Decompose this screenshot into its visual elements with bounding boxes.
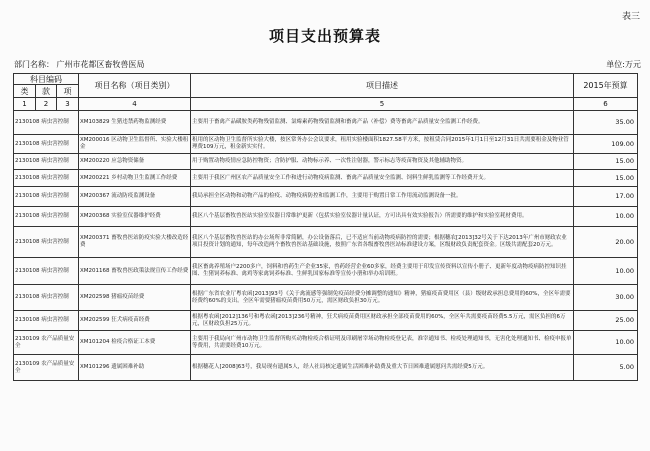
header-project-desc: 项目描述 <box>191 74 574 98</box>
table-row <box>14 154 638 170</box>
page-title: 项目支出预算表 <box>268 27 381 45</box>
row-subject-code: 2130109 农产品质量安全 <box>14 355 79 381</box>
row-project-desc: 我局承担全区动物和动物产品的检疫、动物疫病防控和监测工作，主要用于购置日常工作用流动监测设备一批。 <box>191 187 574 207</box>
row-project-desc: 我区畜禽养殖场户2200多户，饲料和兽药生产企业35家，兽药经营企业60多家，经费主要用于印发宣传资料以宣传小册子、更新年度动物疫病防控知识挂图、生猪饲养标准、禽鸡等家禽饲养标准、生鲜乳国家标准等宣传小册和举办培训班。 <box>191 258 574 285</box>
department-name: 部门名称： 广州市花都区畜牧兽医局 <box>14 60 145 69</box>
row-project-desc: 主要用于畜禽产品磺胺类药物残留监测、氯霉素药物残留监测和畜禽产品（补偿）费等畜禽产品质量安全监测工作经费。 <box>191 111 574 135</box>
row-project-desc: 用于购置动物疫情应急防控物资；含防护服、动物标示养、一次性注射器，警示标志等疫苗物资及其他辅助物资。 <box>191 154 574 170</box>
row-project-desc: 根据广东省农业厅粤农函[2013]93号《关于禽流感等强制免疫苗经费分摊调整的通知》精神，猪瘟疫苗费用区（县）级财政承担总费用的60%，全区年需要经费约60%的支出。全区年需要猪瘟疫苗费用50万元，需区财政负担30万元。 <box>191 285 574 311</box>
table-row <box>14 355 638 381</box>
row-budget-amount: 109.00 <box>574 135 638 154</box>
row-budget-amount: 10.00 <box>574 331 638 355</box>
row-subject-code: 2130109 农产品质量安全 <box>14 331 79 355</box>
header-num: 6 <box>574 98 638 111</box>
row-subject-code: 2130108 病虫害控制 <box>14 135 79 154</box>
table-row <box>14 207 638 227</box>
row-project-name: XM202599 狂犬病疫苗经费 <box>79 311 191 331</box>
table-row <box>14 331 638 355</box>
row-project-name: XM201168 畜牧兽医政策法规宣传工作经费 <box>79 258 191 285</box>
unit-label: 单位:万元 <box>606 60 641 69</box>
table-number-label: 表三 <box>621 12 640 22</box>
table-row <box>14 285 638 311</box>
row-budget-amount: 20.00 <box>574 227 638 258</box>
row-budget-amount: 15.00 <box>574 154 638 170</box>
row-project-desc: 主要用于我区广州区农产品质量安全工作和进行动物疫病监测、畜禽产品质量安全监测、饲料生鲜乳监测等工作经费开支。 <box>191 170 574 187</box>
header-row-numbers <box>14 98 638 111</box>
header-project-name: 项目名称（项目类别） <box>79 74 191 98</box>
header-lei: 类 <box>14 85 36 98</box>
header-num: 4 <box>79 98 191 111</box>
row-project-desc: 主要用于我局向广州市动物卫生监督所购买动物检疫合格证明及印刷屠宰场动物检疫登记表，准宰通知书、检疫处理通知书，无害化处理通知书、检疫申报单等费用，共需要经费10万元。 <box>191 331 574 355</box>
row-subject-code: 2130108 病虫害控制 <box>14 111 79 135</box>
header-budget: 2015年预算 <box>574 74 638 98</box>
header-num: 3 <box>57 98 79 111</box>
budget-table <box>13 73 638 381</box>
row-project-desc: 根据粤农函[2012]136号和粤农函[2013]236号精神，狂犬病疫苗费用区财政承担全部疫苗费用的60%，全区年共需要疫苗经费5.5万元，需区负担的6万元，区财政负担25万元。 <box>191 311 574 331</box>
row-project-desc: 我区八个基层畜牧兽医站的办公场所非常简陋，办公设备落后，已不适应当前动物疫病防控的需要；根据穗农[2013]32号关于下达2013年广州市财政农业项目投资计划的通知，每年改造两个畜牧兽医站基础设施，按照广东省各级畜牧兽医站标准建设方案，区级财政负责配套资金。区级共需配套20万元。 <box>191 227 574 258</box>
row-project-name: XM200367 流动防疫监测设备 <box>79 187 191 207</box>
row-budget-amount: 10.00 <box>574 207 638 227</box>
row-project-desc: 租用的区动物卫生监督所实验大楼，按区常务办公会议要求，租用实验楼面积1827.58平方米，按租赁合同2015年1月1日至12月31日共需要租金及物业管理费109万元，租金新实实付。 <box>191 135 574 154</box>
row-project-name: XM101204 检疫合格证工本费 <box>79 331 191 355</box>
row-subject-code: 2130108 病虫害控制 <box>14 207 79 227</box>
row-subject-code: 2130108 病虫害控制 <box>14 170 79 187</box>
row-subject-code: 2130108 病虫害控制 <box>14 258 79 285</box>
row-project-name: XM103829 生猪违禁药物监测经费 <box>79 111 191 135</box>
row-subject-code: 2130108 病虫害控制 <box>14 227 79 258</box>
row-subject-code: 2130108 病虫害控制 <box>14 187 79 207</box>
table-row <box>14 187 638 207</box>
header-code-group: 科目编码 <box>14 74 79 85</box>
table-row <box>14 135 638 154</box>
header-num: 2 <box>36 98 57 111</box>
row-budget-amount: 10.00 <box>574 258 638 285</box>
row-project-name: XM200371 畜牧兽医站防疫实验大楼改造经费 <box>79 227 191 258</box>
header-num: 1 <box>14 98 36 111</box>
row-subject-code: 2130108 病虫害控制 <box>14 285 79 311</box>
table-row <box>14 227 638 258</box>
row-project-name: XM200368 实验室仪器维护经费 <box>79 207 191 227</box>
row-budget-amount: 15.00 <box>574 170 638 187</box>
row-budget-amount: 17.00 <box>574 187 638 207</box>
row-budget-amount: 35.00 <box>574 111 638 135</box>
row-project-desc: 我区八个基层畜牧兽医站实验室仪器日常维护更新（包括实验室仪器计量认证，方可出具有效实验报告）所需要的维护和实验室耗材费用。 <box>191 207 574 227</box>
row-project-name: XM200220 应急物资储备 <box>79 154 191 170</box>
row-project-desc: 根据穗花人[2008]63号，我局现有遗属5人，经人社局核定遗属生活困难补助费及重大节日困难遗属慰问共需经费5万元。 <box>191 355 574 381</box>
table-row <box>14 311 638 331</box>
row-budget-amount: 25.00 <box>574 311 638 331</box>
row-project-name: XM200016 区动物卫生监督所、实验大楼租金 <box>79 135 191 154</box>
row-subject-code: 2130108 病虫害控制 <box>14 154 79 170</box>
table-row <box>14 258 638 285</box>
table-row <box>14 170 638 187</box>
header-row-group <box>14 74 638 85</box>
row-project-name: XM202598 猪瘟疫苗经费 <box>79 285 191 311</box>
header-kuan: 款 <box>36 85 57 98</box>
row-project-name: XM101296 遗属困难补助 <box>79 355 191 381</box>
table-row <box>14 111 638 135</box>
row-budget-amount: 5.00 <box>574 355 638 381</box>
row-subject-code: 2130108 病虫害控制 <box>14 311 79 331</box>
header-xiang: 项 <box>57 85 79 98</box>
row-budget-amount: 30.00 <box>574 285 638 311</box>
row-project-name: XM200221 乡村动物卫生监测工作经费 <box>79 170 191 187</box>
header-num: 5 <box>191 98 574 111</box>
